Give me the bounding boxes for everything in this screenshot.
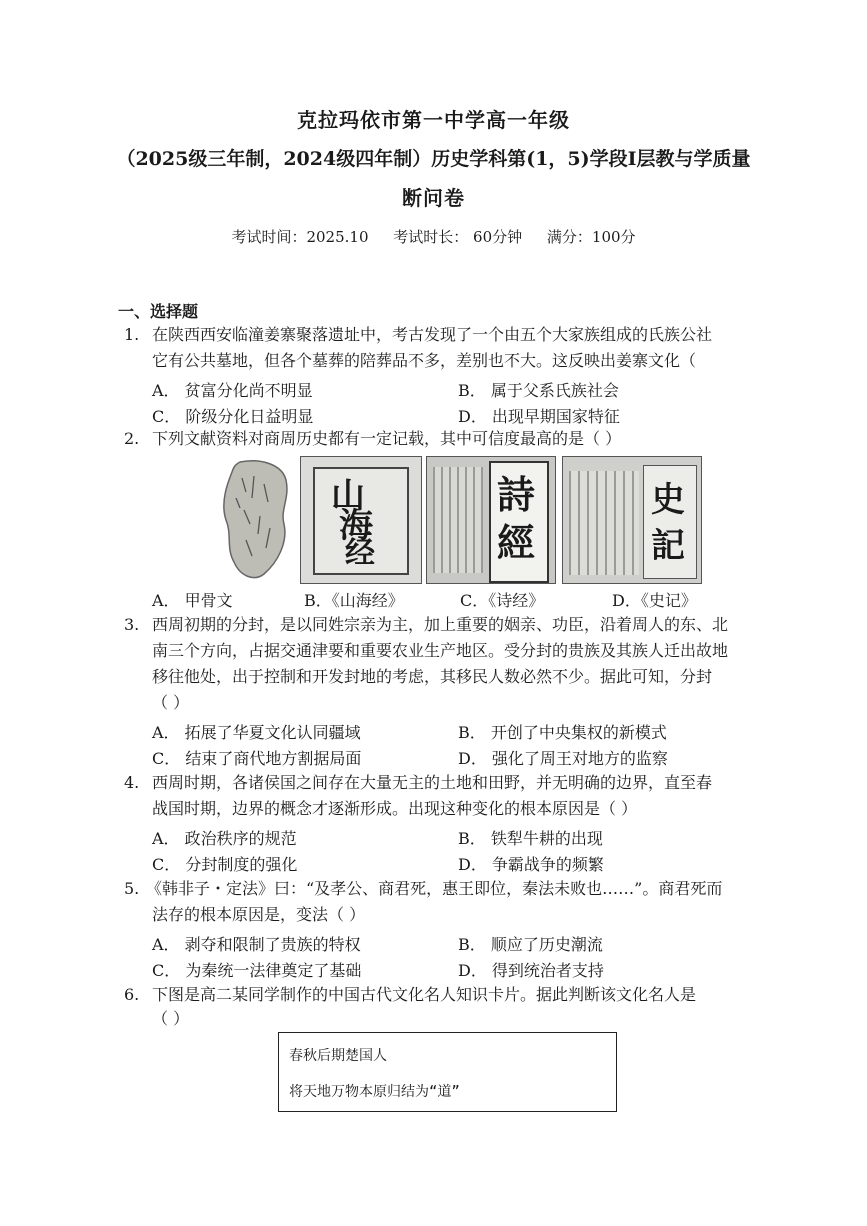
option-b[interactable]: B． 顺应了历史潮流 bbox=[458, 935, 603, 954]
option-d[interactable]: D． 出现早期国家特征 bbox=[458, 407, 620, 426]
exam-title-line2: （2025级三年制，2024级四年制）历史学科第(1，5)学段Ⅰ层教与学质量 bbox=[116, 148, 751, 170]
option-d[interactable]: D． 得到统治者支持 bbox=[458, 961, 604, 980]
question-text: 下列文献资料对商周历史都有一定记载，其中可信度最高的是（ ） bbox=[152, 429, 622, 448]
shiji-image bbox=[562, 456, 702, 584]
option-c[interactable]: C． 分封制度的强化 bbox=[152, 855, 298, 874]
option-b[interactable]: B． 属于父系氏族社会 bbox=[458, 381, 619, 400]
option-b[interactable]: B． 开创了中央集权的新模式 bbox=[458, 723, 667, 742]
book-cover-char: 山 bbox=[331, 476, 365, 516]
option-c[interactable]: C． 为秦统一法律奠定了基础 bbox=[152, 961, 362, 980]
full-score: 满分：100分 bbox=[546, 228, 636, 246]
exam-info bbox=[0, 226, 867, 247]
shanhaijing-image bbox=[300, 456, 422, 584]
option-c[interactable]: C． 结束了商代地方割据局面 bbox=[152, 749, 362, 768]
question-text: 在陕西西安临潼姜寨聚落遗址中，考古发现了一个由五个大家族组成的氏族公社 bbox=[152, 325, 713, 344]
book-cover-char: 经 bbox=[345, 536, 375, 571]
option-a[interactable]: A． 贫富分化尚不明显 bbox=[152, 381, 313, 400]
book-cover-char: 記 bbox=[651, 526, 685, 566]
book-cover-char: 史 bbox=[651, 480, 685, 520]
option-b[interactable]: B．《山海经》 bbox=[304, 591, 404, 610]
question-number: 5. bbox=[124, 879, 140, 898]
option-a[interactable]: A． 甲骨文 bbox=[152, 591, 233, 610]
option-a[interactable]: A． 剥夺和限制了贵族的特权 bbox=[152, 935, 361, 954]
question-text: 移往他处，出于控制和开发封地的考虑，其移民人数必然不少。据此可知，分封 bbox=[152, 667, 713, 686]
question-text: 《韩非子・定法》曰：“及孝公、商君死，惠王即位，秦法未败也……”。商君死而 bbox=[146, 879, 723, 898]
question-number: 4. bbox=[124, 773, 140, 792]
exam-title-line1: 克拉玛依市第一中学高一年级 bbox=[297, 108, 570, 132]
question-text: （ ） bbox=[152, 1009, 190, 1028]
option-d[interactable]: D． 争霸战争的频繁 bbox=[458, 855, 604, 874]
question-text: 西周时期，各诸侯国之间存在大量无主的土地和田野，并无明确的边界，直至春 bbox=[152, 773, 713, 792]
option-d[interactable]: D． 强化了周王对地方的监察 bbox=[458, 749, 668, 768]
question-number: 3. bbox=[124, 615, 140, 634]
option-a[interactable]: A． 拓展了华夏文化认同疆域 bbox=[152, 723, 361, 742]
book-cover-char: 詩 bbox=[497, 472, 536, 517]
card-line: 春秋后期楚国人 bbox=[289, 1048, 387, 1064]
question-text: 战国时期，边界的概念才逐渐形成。出现这种变化的根本原因是（ ） bbox=[152, 799, 638, 818]
card-line: 将天地万物本原归结为“道” bbox=[289, 1084, 460, 1100]
option-a[interactable]: A． 政治秩序的规范 bbox=[152, 829, 297, 848]
question-text: 下图是高二某同学制作的中国古代文化名人知识卡片。据此判断该文化名人是 bbox=[152, 985, 697, 1004]
question-text: 西周初期的分封，是以同姓宗亲为主，加上重要的姻亲、功臣，沿着周人的东、北 bbox=[152, 615, 729, 634]
shijing-image bbox=[426, 456, 556, 584]
book-cover-char: 海 bbox=[339, 506, 373, 546]
question-number: 2. bbox=[124, 429, 140, 448]
option-d[interactable]: D．《史记》 bbox=[612, 591, 697, 610]
exam-duration: 考试时长： 60分钟 bbox=[393, 228, 523, 246]
question-text: （ ） bbox=[152, 693, 190, 712]
question-text: 南三个方向，占据交通津要和重要农业生产地区。受分封的贵族及其族人迁出故地 bbox=[152, 641, 729, 660]
option-b[interactable]: B． 铁犁牛耕的出现 bbox=[458, 829, 603, 848]
knowledge-card bbox=[278, 1032, 617, 1112]
section-heading: 一、选择题 bbox=[118, 302, 199, 321]
question-number: 6. bbox=[124, 985, 140, 1004]
oracle-bone-image bbox=[220, 458, 292, 582]
option-c[interactable]: C．《诗经》 bbox=[460, 591, 545, 610]
exam-time: 考试时间：2025.10 bbox=[231, 228, 369, 246]
exam-title-line3: 断问卷 bbox=[402, 186, 465, 210]
option-c[interactable]: C． 阶级分化日益明显 bbox=[152, 407, 314, 426]
question-number: 1. bbox=[124, 325, 140, 344]
question-text: 法存的根本原因是，变法（ ） bbox=[152, 905, 366, 924]
question-text: 它有公共墓地，但各个墓葬的陪葬品不多，差别也不大。这反映出姜寨文化（ bbox=[152, 351, 697, 370]
book-cover-char: 經 bbox=[497, 520, 536, 565]
